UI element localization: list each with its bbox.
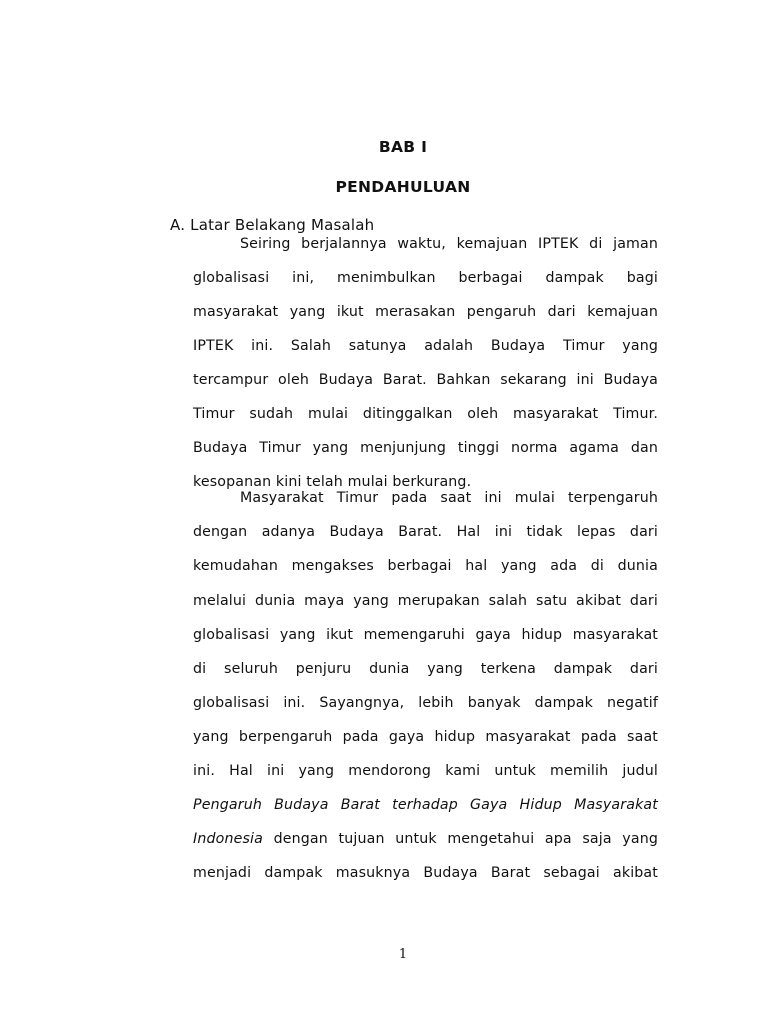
- chapter-label: BAB I: [378, 138, 428, 156]
- page-number: 1: [398, 947, 408, 962]
- paragraph-line: globalisasi ini, menimbulkan berbagai dampak bagi: [193, 270, 658, 286]
- paragraph-line-italic: [193, 795, 658, 815]
- paragraph-line: yang berpengaruh pada gaya hidup masyarakat pada saat: [193, 729, 658, 745]
- chapter-title: PENDAHULUAN: [335, 178, 471, 196]
- paragraph-line: kemudahan mengakses berbagai hal yang ada di dunia: [193, 558, 658, 574]
- paragraph-text: dengan tujuan untuk mengetahui apa saja yang: [273, 831, 658, 847]
- paragraph-line: Masyarakat Timur pada saat ini mulai terpengaruh: [240, 490, 658, 506]
- italic-title-text: Pengaruh Budaya Barat terhadap Gaya Hidup Masyarakat: [193, 797, 658, 813]
- paragraph-line: ini. Hal ini yang mendorong kami untuk memilih judul: [193, 763, 658, 779]
- paragraph-line: Timur sudah mulai ditinggalkan oleh masyarakat Timur.: [193, 406, 658, 422]
- paragraph-line: melalui dunia maya yang merupakan salah satu akibat dari: [193, 593, 658, 609]
- paragraph-line: [193, 829, 658, 849]
- paragraph-line: masyarakat yang ikut merasakan pengaruh dari kemajuan: [193, 304, 658, 320]
- section-heading: A. Latar Belakang Masalah: [170, 216, 375, 234]
- paragraph-line: Seiring berjalannya waktu, kemajuan IPTEK di jaman: [240, 236, 658, 252]
- paragraph-line: di seluruh penjuru dunia yang terkena dampak dari: [193, 661, 658, 677]
- paragraph-line: tercampur oleh Budaya Barat. Bahkan sekarang ini Budaya: [193, 372, 658, 388]
- paragraph-line: globalisasi yang ikut memengaruhi gaya hidup masyarakat: [193, 627, 658, 643]
- paragraph-line: dengan adanya Budaya Barat. Hal ini tidak lepas dari: [193, 524, 658, 540]
- paragraph-line: Budaya Timur yang menjunjung tinggi norma agama dan: [193, 440, 658, 456]
- paragraph-line: kesopanan kini telah mulai berkurang.: [193, 474, 472, 490]
- paragraph-line: IPTEK ini. Salah satunya adalah Budaya Timur yang: [193, 338, 658, 354]
- paragraph-line: globalisasi ini. Sayangnya, lebih banyak dampak negatif: [193, 695, 658, 711]
- italic-title-text: Indonesia: [193, 831, 263, 847]
- paragraph-line: menjadi dampak masuknya Budaya Barat sebagai akibat: [193, 865, 658, 881]
